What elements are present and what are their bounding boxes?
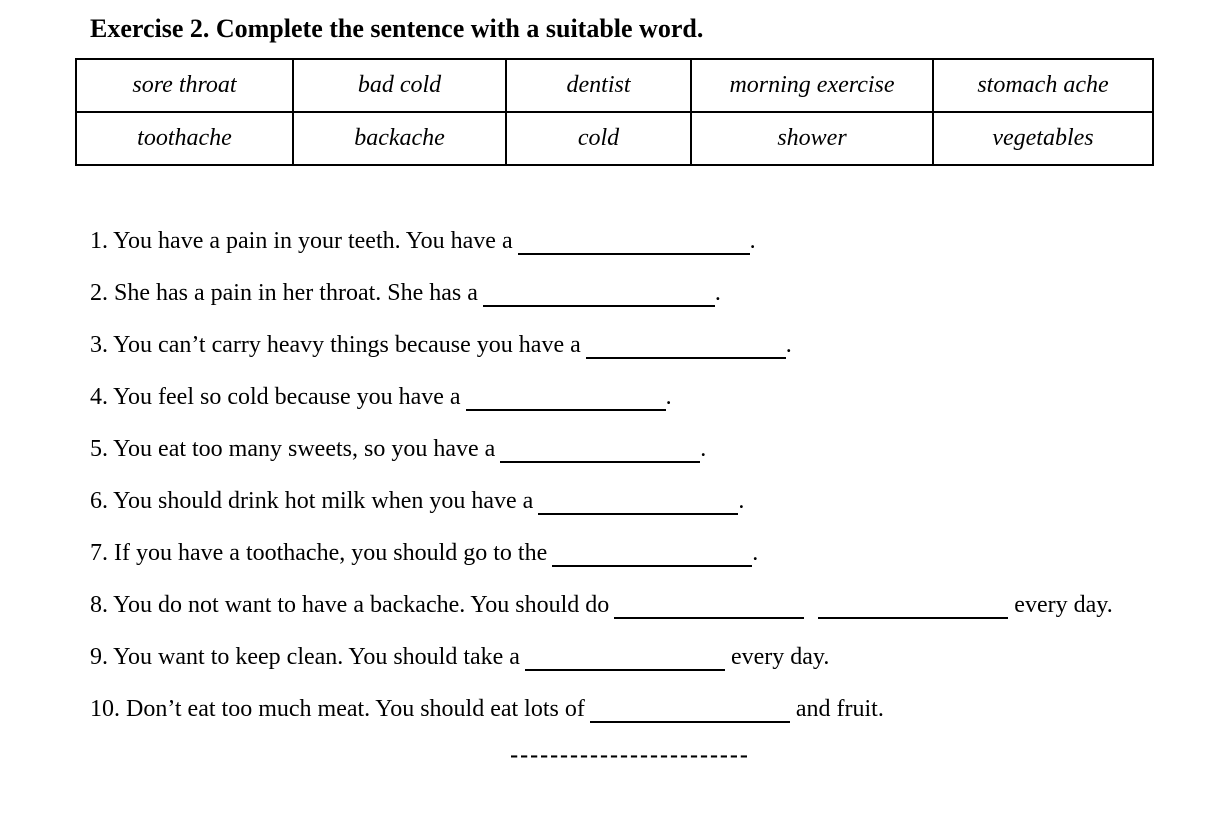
answer-blank <box>586 327 786 359</box>
answer-blank <box>483 275 715 307</box>
word-cell: shower <box>691 112 933 165</box>
word-bank-row <box>76 112 1153 165</box>
sentence-text-before: 6. You should drink hot milk when you have a <box>90 488 534 514</box>
word-cell: stomach ache <box>933 59 1153 112</box>
sentence-5 <box>90 423 1175 475</box>
answer-blank <box>590 691 790 723</box>
answer-blank <box>614 587 804 619</box>
exercise-title: Exercise 2. Complete the sentence with a suitable word. <box>90 14 704 43</box>
answer-blank <box>818 587 1008 619</box>
sentence-text-before: 3. You can’t carry heavy things because you have a <box>90 332 581 358</box>
answer-blank <box>466 379 666 411</box>
word-bank-table <box>75 58 1154 166</box>
answer-blank <box>525 639 725 671</box>
sentence-2 <box>90 267 1175 319</box>
sentence-text-before: 1. You have a pain in your teeth. You have a <box>90 228 513 254</box>
dashed-separator: ------------------------ <box>510 742 750 768</box>
sentence-1 <box>90 215 1175 267</box>
sentence-text-after: and fruit. <box>789 696 884 722</box>
sentence-4 <box>90 371 1175 423</box>
sentence-text-before: 8. You do not want to have a backache. You should do <box>90 592 610 618</box>
sentence-text-before: 4. You feel so cold because you have a <box>90 384 461 410</box>
answer-blank <box>538 483 738 515</box>
word-cell: toothache <box>76 112 293 165</box>
sentence-text-after: every day. <box>724 644 830 670</box>
sentence-text-after: . <box>714 280 721 306</box>
sentence-text-before: 7. If you have a toothache, you should go to the <box>90 540 548 566</box>
word-cell: vegetables <box>933 112 1153 165</box>
word-cell: sore throat <box>76 59 293 112</box>
sentence-text-after: . <box>665 384 672 410</box>
word-cell: cold <box>506 112 691 165</box>
sentence-3 <box>90 319 1175 371</box>
sentence-8 <box>90 579 1175 631</box>
word-cell: morning exercise <box>691 59 933 112</box>
sentence-text-after: . <box>752 540 759 566</box>
answer-blank <box>552 535 752 567</box>
word-cell: backache <box>293 112 506 165</box>
sentence-text-before: 2. She has a pain in her throat. She has a <box>90 280 478 306</box>
sentence-text-before: 9. You want to keep clean. You should take a <box>90 644 520 670</box>
sentence-6 <box>90 475 1175 527</box>
sentence-9 <box>90 631 1175 683</box>
sentence-list <box>90 215 1175 735</box>
sentence-text-before: 5. You eat too many sweets, so you have a <box>90 436 496 462</box>
answer-blank <box>500 431 700 463</box>
word-bank-row <box>76 59 1153 112</box>
sentence-text-after: . <box>738 488 745 514</box>
sentence-text-after: . <box>749 228 756 254</box>
sentence-text-after: every day. <box>1008 592 1113 618</box>
word-cell: bad cold <box>293 59 506 112</box>
sentence-text-after: . <box>785 332 792 358</box>
word-cell: dentist <box>506 59 691 112</box>
sentence-text-after: . <box>700 436 707 462</box>
sentence-text-before: 10. Don’t eat too much meat. You should eat lots of <box>90 696 585 722</box>
answer-blank <box>518 223 750 255</box>
sentence-10 <box>90 683 1175 735</box>
sentence-7 <box>90 527 1175 579</box>
